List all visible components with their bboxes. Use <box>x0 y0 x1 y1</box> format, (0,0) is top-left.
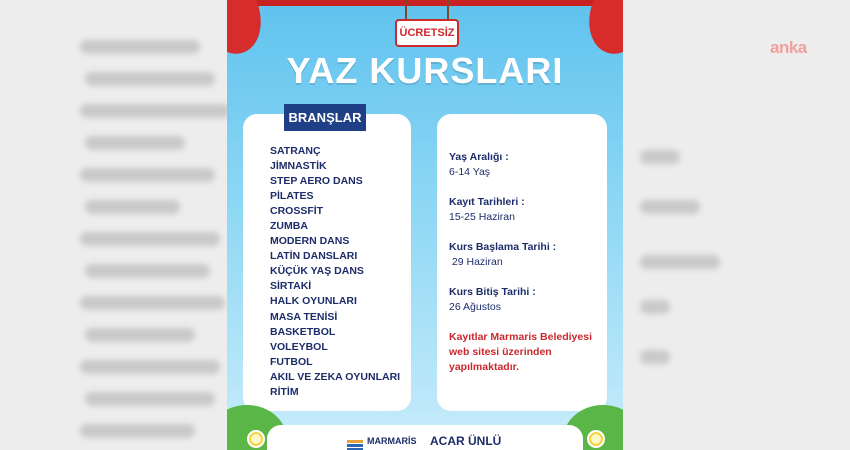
list-item: JİMNASTİK <box>270 160 327 173</box>
registration-info <box>449 196 525 223</box>
list-item: LATİN DANSLARI <box>270 250 358 263</box>
branches-label: BRANŞLAR <box>284 104 366 131</box>
list-item: PİLATES <box>270 190 314 203</box>
start-info <box>449 241 556 268</box>
list-item: BASKETBOL <box>270 325 336 338</box>
registration-note: Kayıtlar Marmaris Belediyesi web sitesi üzerinden yapılmaktadır. <box>449 331 592 373</box>
list-item: RİTİM <box>270 385 299 398</box>
age-label: Yaş Aralığı : <box>449 151 509 163</box>
list-item: SİRTAKİ <box>270 280 312 293</box>
municipality-logo-text: MARMARİS <box>367 436 417 446</box>
end-info <box>449 286 536 313</box>
course-list <box>270 144 400 400</box>
free-tag: ÜCRETSİZ <box>395 19 459 47</box>
end-label: Kurs Bitiş Tarihi : <box>449 286 536 298</box>
flower-icon <box>587 430 605 448</box>
flower-icon <box>247 430 265 448</box>
registration-value: 15-25 Haziran <box>449 211 515 223</box>
list-item: KÜÇÜK YAŞ DANS <box>270 265 364 278</box>
municipality-logo-icon <box>347 440 363 450</box>
list-item: MASA TENİSİ <box>270 310 338 323</box>
watermark-logo: anka <box>770 38 807 57</box>
list-item: CROSSFİT <box>270 205 324 218</box>
poster <box>227 0 623 450</box>
start-value: 29 Haziran <box>449 256 503 268</box>
list-item: HALK OYUNLARI <box>270 295 357 308</box>
age-info <box>449 151 509 178</box>
list-item: ZUMBA <box>270 220 308 233</box>
registration-label: Kayıt Tarihleri : <box>449 196 525 208</box>
footer-card <box>267 425 583 450</box>
list-item: FUTBOL <box>270 355 313 368</box>
list-item: MODERN DANS <box>270 235 350 248</box>
list-item: VOLEYBOL <box>270 340 328 353</box>
list-item: AKIL VE ZEKA OYUNLARI <box>270 370 401 383</box>
age-value: 6-14 Yaş <box>449 166 491 178</box>
poster-title: YAZ KURSLARI <box>286 50 564 91</box>
start-label: Kurs Başlama Tarihi : <box>449 241 557 253</box>
mayor-name: ACAR ÜNLÜ <box>430 434 502 448</box>
list-item: SATRANÇ <box>270 145 321 157</box>
list-item: STEP AERO DANS <box>270 175 363 188</box>
end-value: 26 Ağustos <box>449 301 501 313</box>
